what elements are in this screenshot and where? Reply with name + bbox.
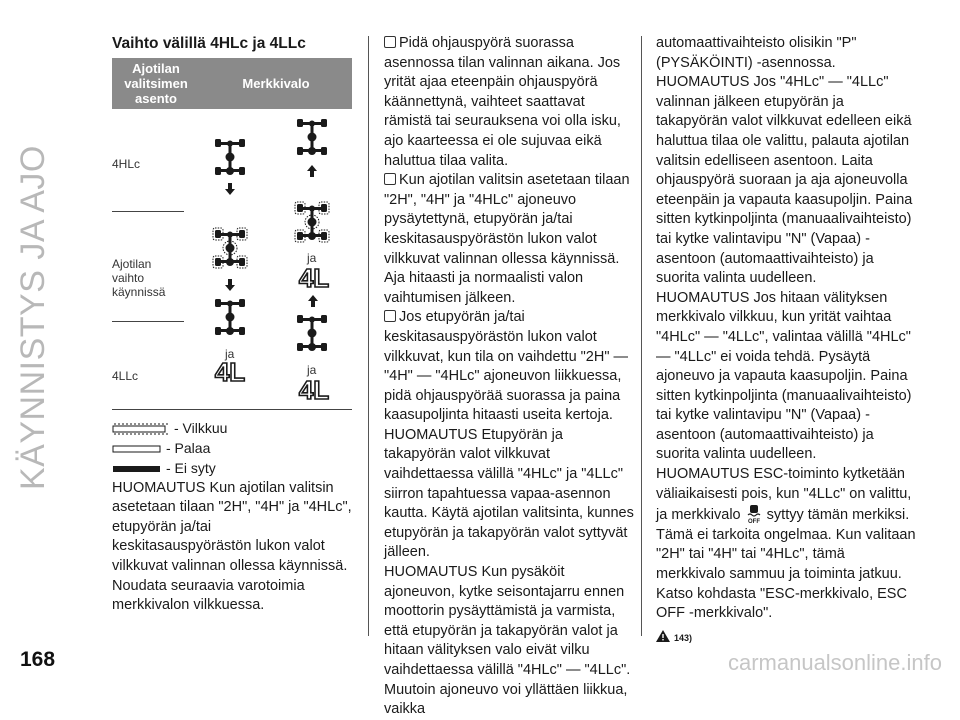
indicator-table (112, 58, 352, 109)
column-divider-2 (641, 36, 642, 636)
note-paragraph: HUOMAUTUS Jos "4HLc" — "4LLc" valinnan jälkeen etupyörän ja takapyörän valot vilkkuvat edelleen eikä haluttua tilaa ole valittu, palauta ajotilan valitsin edelliseen asentoon. Laita ohjauspyörä suoraan ja aja ajoneuvolla eteenpäin ja vapauta kaasupoljin. Paina sitten kytkinpoljinta (manuaalivaihteisto) tai kytke valintavipu "N" (Vapaa) -asentoon (automaattivaihteisto) ja suorita valinta uudelleen. (656, 74, 913, 287)
low-range-indicator-icon (294, 265, 334, 291)
bullet-text: Kun ajotilan valitsin asetetaan tilaan "2H", "4H" ja "4HLc" ajoneuvo pysäytettynä, etupyörän ja/tai keskitasauspyörästön lukon valot vilkkuvat valinnan ollessa käynnissä. Aja hitaasti ja normaalisti valon vaihtumisen jälkeen. (384, 172, 630, 306)
chapter-title: KÄYNNISTYS JA AJO (14, 145, 52, 490)
bullet-text: Pidä ohjauspyörä suorassa asennossa tilan valinnan aikana. Jos yrität ajaa eteenpäin ohjauspyörä käännettynä, vaihteet saattavat rämistä tai seurauksena voi olla isku, ajo kaarteessa ei ole sujuvaa eikä haluttua tilaa valita. (384, 35, 621, 169)
bullet-icon (384, 173, 396, 185)
warning-icon (656, 630, 670, 642)
note-paragraph: HUOMAUTUS Kun ajotilan valitsin asetetaan tilaan "2H", "4H" ja "4HLc", etupyörän ja/tai keskitasauspyörästön lukon valot vilkkuvat valinnan ollessa käynnissä. Noudata seuraavia varotoimia merkkivalon vilkkuessa. (112, 479, 352, 614)
drivetrain-4hlc-front-icon (294, 119, 330, 189)
paragraph: automaattivaihteisto olisikin "P" (PYSÄKÖINTI) -asennossa. (656, 35, 857, 71)
and-label: ja (307, 362, 317, 377)
reference-number: 143) (674, 632, 693, 643)
drivetrain-blinking-icon (210, 227, 250, 271)
svg-text:4L: 4L (298, 376, 330, 403)
table-bottom-rule (112, 409, 352, 410)
note-text: HUOMAUTUS ESC-toiminto kytketään väliaikaisesti pois, kun "4LLc" on valittu, ja merkkivalo (656, 466, 912, 524)
note-paragraph (656, 465, 916, 624)
row-divider (112, 211, 184, 212)
svg-text:4L: 4L (298, 264, 330, 291)
drivetrain-4llc-front-icon (294, 315, 330, 353)
indicator-rows (112, 109, 352, 439)
table-header-position: Ajotilan valitsimen asento (112, 58, 200, 109)
arrow-down-icon (225, 279, 235, 291)
svg-text:OFF: OFF (747, 519, 760, 525)
legend-text: - Ei syty (166, 459, 216, 476)
bullet-icon (384, 36, 396, 48)
note-paragraph: HUOMAUTUS Jos hitaan välityksen merkkivalo vilkkuu, kun yrität vaihtaa "4HLc" — "4LLc", valintaa välillä "4HLc" — "4LLc" ei voida tehdä. Pysäytä ajoneuvo ja vapauta kaasupoljin. Paina sitten kytkinpoljinta (manuaalivaihteisto) tai kytke valintavipu "N" (Vapaa) -asentoon (automaattivaihteisto) ja suorita valinta uudelleen. (656, 289, 912, 463)
legend-text: - Vilkkuu (174, 419, 228, 436)
row-label-4hlc: 4HLc (112, 156, 141, 171)
legend-text: - Palaa (166, 439, 211, 456)
column-3 (656, 34, 916, 648)
column-1 (112, 34, 352, 616)
drivetrain-4hlc-icon (212, 139, 248, 209)
reference (656, 628, 916, 649)
and-label: ja (225, 346, 235, 361)
watermark: carmanualsonline.info (727, 650, 942, 675)
table-header-indicator: Merkkivalo (200, 58, 352, 109)
row-divider (112, 321, 184, 322)
drivetrain-4llc-icon (212, 299, 248, 337)
low-range-indicator-icon (210, 359, 250, 385)
and-label: ja (307, 250, 317, 265)
legend-item-on (112, 439, 352, 459)
column-2 (384, 34, 634, 720)
bullet-paragraph (384, 308, 634, 426)
note-paragraph: HUOMAUTUS Kun pysäköit ajoneuvon, kytke seisontajarru ennen moottorin pysäyttämistä ja varmista, että etupyörän ja takapyörän valot ja hitaan välityksen valo eivät vilku vaihdettaessa välillä "4HLc" — "4LLc". Muutoin ajoneuvo voi yllättäen liikkua, vaikka (384, 564, 631, 718)
bullet-paragraph (384, 171, 634, 308)
bullet-paragraph (384, 34, 634, 171)
note-paragraph: HUOMAUTUS Etupyörän ja takapyörän valot vilkkuvat vaihdettaessa välillä "4HLc" ja "4LLc" siirron tapahtuessa vapaa-asennon kautta. Käytä ajotilan valitsinta, kunnes etupyörän ja takapyörän valot syttyvät jälleen. (384, 426, 634, 561)
column-divider-1 (368, 36, 369, 636)
svg-text:4L: 4L (214, 358, 246, 385)
drivetrain-blinking-front-icon (292, 201, 332, 245)
legend-item-off (112, 459, 352, 479)
note-text: syttyy tämän merkiksi. Tämä ei tarkoita ongelmaa. Kun valitaan "2H" tai "4H" tai "4HLc", tämä merkkivalo sammuu ja toiminta jatkuu. Katso kohdasta "ESC-merkkivalo, ESC OFF -merkkivalo". (656, 507, 916, 622)
bullet-text: Jos etupyörän ja/tai keskitasauspyörästön lukon valot vilkkuvat, kun tila on vaihdettu "2H" — "4H" — "4HLc" ajoneuvon liikkuessa, pidä ohjauspyörää suorassa ja paina kaasupoljinta hitaasti useita kertoja. (384, 309, 629, 424)
low-range-indicator-icon (294, 377, 334, 403)
row-label-4llc: 4LLc (112, 368, 139, 383)
esc-off-icon (745, 504, 763, 524)
page-number: 168 (20, 648, 56, 671)
outline-bar-icon (112, 444, 162, 454)
section-heading: Vaihto välillä 4HLc ja 4LLc (112, 35, 306, 52)
solid-bar-icon (112, 464, 162, 474)
row-label-transition: Ajotilan vaihto käynnissä (112, 256, 166, 299)
bullet-icon (384, 310, 396, 322)
arrow-up-icon (308, 295, 318, 307)
